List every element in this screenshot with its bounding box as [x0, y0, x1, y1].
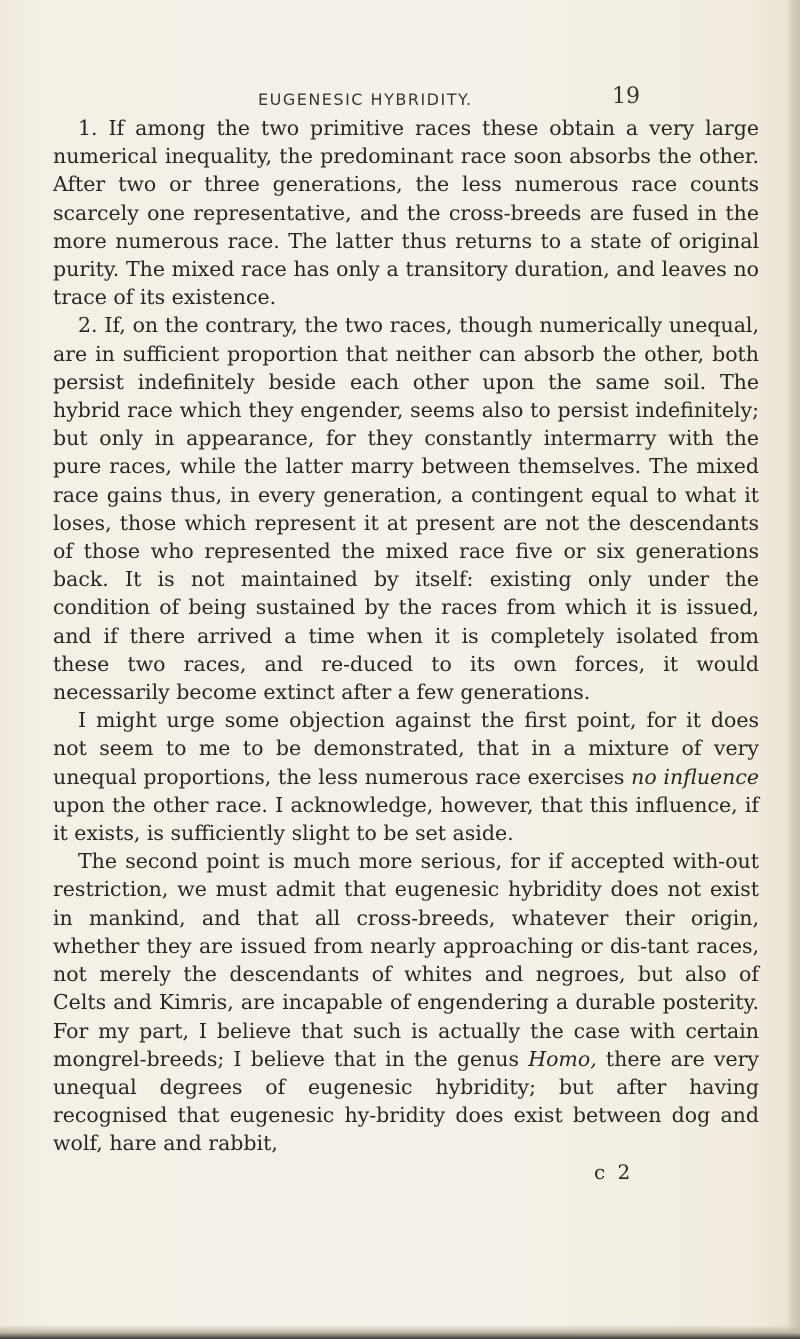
paragraph-text: I might urge some objection against the first point, for it does not seem to me to be demonstrated, that in a mixture of very unequal proportions, the less numerous race exercises	[53, 708, 759, 789]
body-text	[53, 114, 759, 1158]
page-number: 19	[612, 84, 640, 109]
running-head	[0, 84, 800, 114]
paragraph-point-two: 2. If, on the contrary, the two races, though numerically unequal, are in sufficient proportion that neither can absorb the other, both persist indefinitely beside each other upon the same soil. The hybrid race which they engender, seems also to persist indefinitely; but only in appearance, for they constantly intermarry with the pure races, while the latter marry between themselves. The mixed race gains thus, in every generation, a contingent equal to what it loses, those which represent it at present are not the descendants of those who represented the mixed race five or six generations back. It is not maintained by itself: existing only under the condition of being sustained by the races from which it is issued, and if there arrived a time when it is completely isolated from these two races, and re-duced to its own forces, it would necessarily become extinct after a few generations.	[53, 313, 759, 705]
emphasis-homo: Homo,	[528, 1046, 597, 1071]
running-title: EUGENESIC HYBRIDITY.	[258, 90, 473, 109]
signature-mark: c 2	[594, 1160, 634, 1184]
paragraph-text: The second point is much more serious, for if accepted with-out restriction, we must admit that eugenesic hybridity does not exist in mankind, and that all cross-breeds, whatever their origin, whether they are issued from nearly approaching or dis-tant races, not merely the descendants of whites and negroes, but also of Celts and Kimris, are incapable of engendering a durable posterity. For my part, I believe that such is actually the case with certain mongrel-breeds; I believe that in the genus	[53, 849, 759, 1071]
page-bottom-shadow	[0, 1325, 800, 1339]
emphasis-no-influence: no influence	[631, 764, 759, 789]
paragraph-point-one: 1. If among the two primitive races these obtain a very large numerical inequality, the predominant race soon absorbs the other. After two or three generations, the less numerous race counts scarcely one representative, and the cross-breeds are fused in the more numerous race. The latter thus returns to a state of original purity. The mixed race has only a transitory duration, and leaves no trace of its existence.	[53, 116, 759, 310]
page-edge-shadow	[786, 0, 800, 1339]
paragraph-text: there are very unequal degrees of eugenesic hybridity; but after having recognised that eugenesic hy-bridity does exist between dog and wolf, hare and rabbit,	[53, 1046, 759, 1156]
paragraph-second-point	[53, 847, 759, 1157]
paragraph-text: upon the other race. I acknowledge, however, that this influence, if it exists, is sufficiently slight to be set aside.	[53, 792, 759, 846]
paragraph-objection	[53, 706, 759, 847]
